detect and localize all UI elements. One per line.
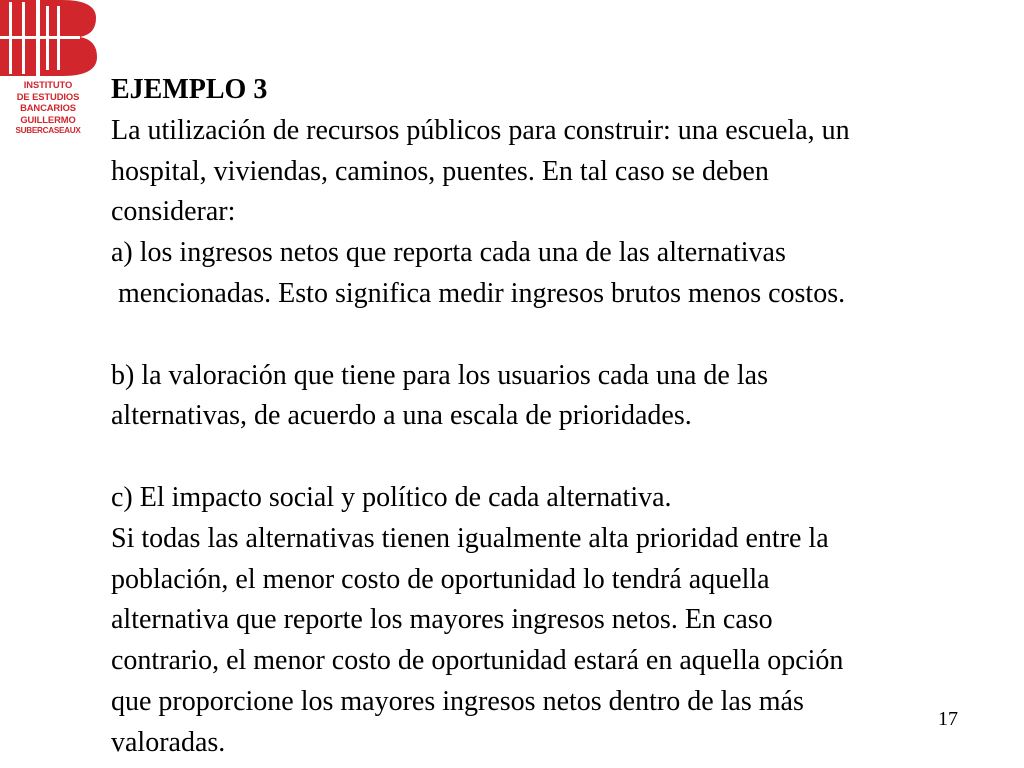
body-line: contrario, el menor costo de oportunidad estará en aquella opción	[111, 645, 844, 677]
body-line: población, el menor costo de oportunidad lo tendrá aquella	[111, 563, 770, 595]
body-line: que proporcione los mayores ingresos netos dentro de las más	[111, 685, 804, 717]
body-line: mencionadas. Esto significa medir ingresos brutos menos costos.	[111, 277, 846, 309]
body-line: Si todas las alternativas tienen igualmente alta prioridad entre la	[111, 522, 829, 554]
body-line: considerar:	[111, 196, 236, 228]
logo-line: INSTITUTO	[23, 79, 73, 90]
body-line: c) El impacto social y político de cada alternativa.	[111, 481, 672, 513]
body-line: a) los ingresos netos que reporta cada una de las alternativas	[111, 237, 786, 269]
logo-mark-icon	[0, 0, 100, 78]
body-line: alternativa que reporte los mayores ingresos netos. En caso	[111, 604, 773, 636]
blank-line	[111, 437, 1016, 478]
logo-text	[0, 79, 96, 137]
slide-body	[111, 70, 1016, 764]
logo-line: GUILLERMO	[20, 113, 76, 125]
logo-line: SUBERCASEAUX	[15, 126, 81, 136]
body-line: La utilización de recursos públicos para construir: una escuela, un	[111, 114, 850, 146]
body-line: hospital, viviendas, caminos, puentes. En tal caso se deben	[111, 155, 769, 187]
body-line: alternativas, de acuerdo a una escala de prioridades.	[111, 400, 692, 432]
body-line: b) la valoración que tiene para los usuarios cada una de las	[111, 359, 768, 391]
logo-line: DE ESTUDIOS	[16, 90, 80, 102]
blank-line	[111, 315, 1016, 356]
logo-line: BANCARIOS	[20, 102, 76, 114]
slide-heading: EJEMPLO 3	[111, 74, 268, 105]
institute-logo	[0, 0, 100, 150]
page-number: 17	[938, 708, 958, 730]
body-line: valoradas.	[111, 726, 226, 758]
